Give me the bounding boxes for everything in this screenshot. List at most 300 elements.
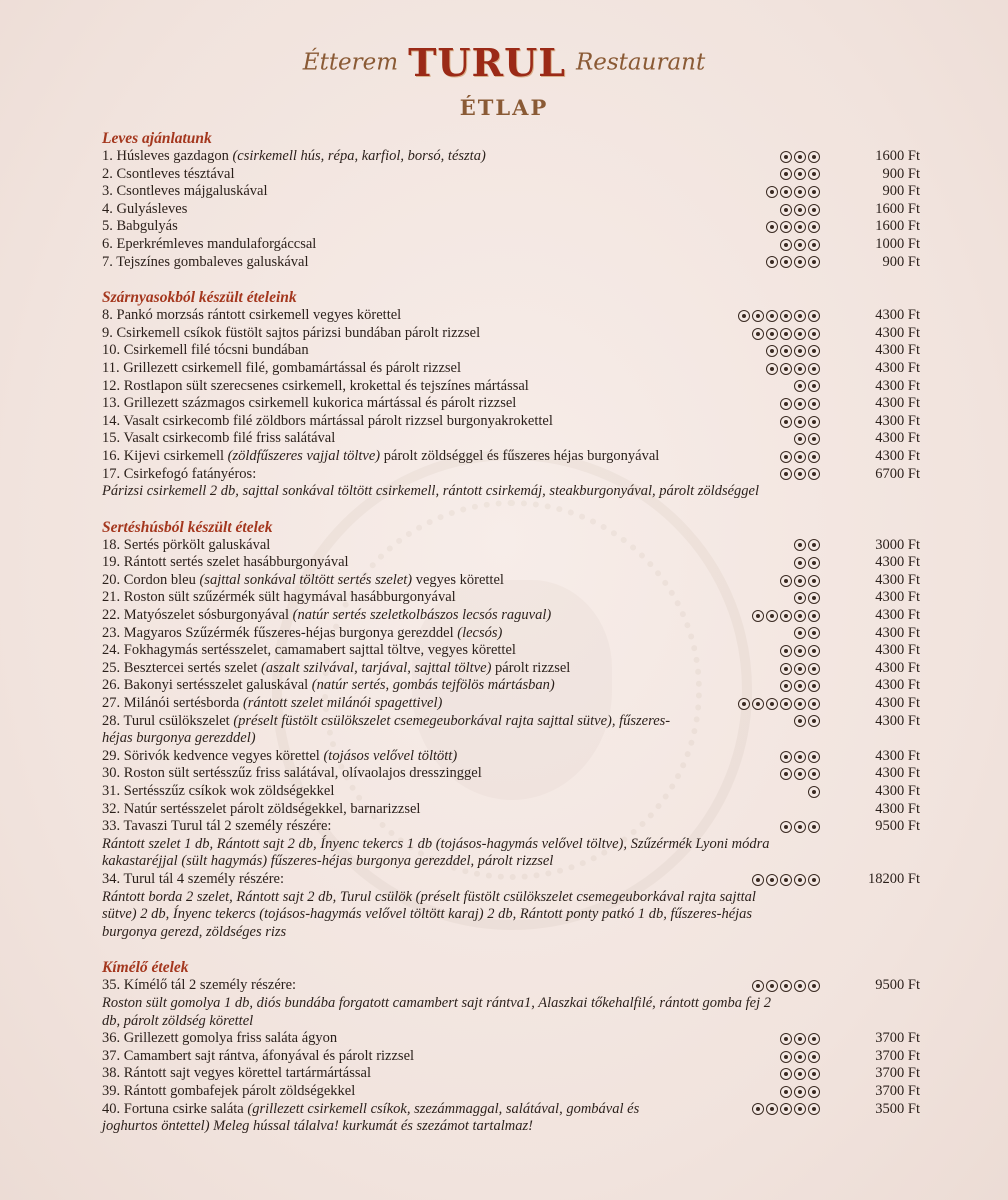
menu-item-text [102, 183, 690, 201]
allergen-icon [752, 980, 764, 992]
allergen-icon [766, 874, 778, 886]
allergen-icon [794, 416, 806, 428]
section-title: Szárnyasokból készült ételeink [102, 289, 297, 307]
menu-item [102, 448, 920, 466]
allergen-icon [808, 980, 820, 992]
allergen-icon [780, 345, 792, 357]
menu-item-note: (aszalt szilvával, tarjával, sajttal töltve) [261, 659, 492, 676]
menu-item-price: 1600 Ft [875, 218, 920, 235]
allergen-icons [690, 1101, 840, 1119]
menu-item-price: 4300 Ft [875, 571, 920, 588]
allergen-icon [780, 1086, 792, 1098]
menu-item-price: 4300 Ft [875, 589, 920, 606]
menu-section [102, 130, 920, 271]
allergen-icon [794, 768, 806, 780]
allergen-icon [808, 221, 820, 233]
menu-item-name: 32. Natúr sertésszelet párolt zöldségekkel, barnarizzsel [102, 800, 421, 817]
allergen-icons [690, 589, 840, 607]
allergen-icon [808, 698, 820, 710]
menu-item-price: 4300 Ft [875, 554, 920, 571]
menu-item-name: 13. Grillezett százmagos csirkemell kukorica mártással és párolt rizzsel [102, 395, 517, 412]
menu-item-text [102, 625, 690, 643]
menu-item-note: (natúr sertés, gombás tejfölös mártásban) [311, 677, 555, 694]
menu-item [102, 818, 920, 836]
menu-item-price: 3500 Ft [875, 1100, 920, 1117]
menu-item-price: 3700 Ft [875, 1082, 920, 1099]
menu-item-name: 19. Rántott sertés szelet hasábburgonyával [102, 554, 349, 571]
allergen-icon [766, 610, 778, 622]
menu-item-text [102, 307, 690, 325]
menu-item-price: 4300 Ft [875, 412, 920, 429]
allergen-icon [808, 715, 820, 727]
menu-item [102, 589, 920, 607]
menu-item-text [102, 765, 690, 783]
menu-item-name: 30. Roston sült sertésszűz friss salátával, olívaolajos dresszinggel [102, 765, 482, 782]
allergen-icon [794, 328, 806, 340]
allergen-icons [690, 1048, 840, 1066]
menu-item-price: 4300 Ft [875, 695, 920, 712]
allergen-icon [780, 645, 792, 657]
allergen-icon [780, 221, 792, 233]
allergen-icon [808, 168, 820, 180]
menu-item-text [102, 589, 690, 607]
allergen-icon [794, 433, 806, 445]
menu-item [102, 537, 920, 555]
menu-item-name: 23. Magyaros Szűzérmék fűszeres-héjas burgonya gerezddel [102, 624, 458, 641]
menu-item-price: 4300 Ft [875, 342, 920, 359]
menu-item-text [102, 818, 690, 836]
menu-item-text [102, 677, 690, 695]
allergen-icon [766, 345, 778, 357]
allergen-icons [690, 625, 840, 643]
allergen-icon [780, 256, 792, 268]
menu-item [102, 166, 920, 184]
allergen-icon [794, 380, 806, 392]
menu-item [102, 695, 920, 713]
allergen-icons [690, 818, 840, 836]
menu-item-description: Rántott szelet 1 db, Rántott sajt 2 db, Ínyenc tekercs 1 db (tojásos-hagymás velővel töltve), Szűzérmék Lyoni módra kakastaréjjal (sült hagymás) fűszeres-héjas burgonya gerezddel, párolt rizzsel [102, 835, 770, 870]
menu-item-price: 4300 Ft [875, 783, 920, 799]
menu-item-price: 4300 Ft [875, 747, 920, 764]
menu-item [102, 677, 920, 695]
menu-item [102, 871, 920, 889]
menu-item-text [102, 448, 690, 466]
allergen-icon [780, 1051, 792, 1063]
menu-item-price: 4300 Ft [875, 324, 920, 341]
menu-item [102, 148, 920, 166]
menu-item [102, 466, 920, 484]
menu-item-note: (lecsós) [457, 624, 503, 641]
menu-item-name: 9. Csirkemell csíkok füstölt sajtos párizsi bundában párolt rizzsel [102, 324, 481, 341]
menu-item-note: (zöldfűszeres vajjal töltve) [227, 447, 381, 464]
menu-item-text [102, 607, 690, 625]
allergen-icon [808, 821, 820, 833]
menu-item-name: 16. Kijevi csirkemell [102, 447, 228, 464]
allergen-icon [752, 1103, 764, 1115]
allergen-icons [690, 307, 840, 325]
menu-item-text [102, 1083, 690, 1101]
menu-item [102, 342, 920, 360]
menu-item [102, 378, 920, 396]
menu-item [102, 254, 920, 272]
menu-item [102, 307, 920, 325]
menu-item-name: 31. Sertésszűz csíkok wok zöldségekkel [102, 783, 335, 799]
allergen-icon [752, 874, 764, 886]
allergen-icons [690, 748, 840, 766]
menu-item-name: 5. Babgulyás [102, 218, 178, 235]
allergen-icon [808, 380, 820, 392]
allergen-icon [780, 204, 792, 216]
menu-item-price: 3000 Ft [875, 536, 920, 553]
menu-item-name: 21. Roston sült szűzérmék sült hagymával hasábburgonyával [102, 589, 456, 606]
allergen-icon [808, 751, 820, 763]
menu-item-name: 27. Milánói sertésborda [102, 695, 243, 712]
allergen-icons [690, 254, 840, 272]
allergen-icon [808, 239, 820, 251]
allergen-icon [794, 1103, 806, 1115]
menu-item-price: 4300 Ft [875, 642, 920, 659]
menu-item [102, 1065, 920, 1083]
allergen-icon [808, 345, 820, 357]
menu-item-name: 37. Camambert sajt rántva, áfonyával és párolt rizzsel [102, 1047, 415, 1064]
menu-item-text [102, 148, 690, 166]
allergen-icon [780, 680, 792, 692]
allergen-icon [766, 310, 778, 322]
menu-item-text [102, 642, 690, 660]
menu-item-text [102, 201, 690, 219]
allergen-icon [808, 1086, 820, 1098]
section-title: Leves ajánlatunk [102, 130, 212, 147]
allergen-icons [690, 430, 840, 448]
allergen-icon [794, 592, 806, 604]
allergen-icons [690, 1030, 840, 1048]
allergen-icon [738, 698, 750, 710]
allergen-icon [808, 1068, 820, 1080]
allergen-icons [690, 554, 840, 572]
menu-item-note: (préselt füstölt csülökszelet csemegeuborkával rajta sajttal sütve), fűszeres-héjas burgonya gerezddel) [102, 712, 671, 747]
menu-item [102, 325, 920, 343]
menu-item [102, 1083, 920, 1101]
allergen-icon [794, 1051, 806, 1063]
allergen-icon [780, 575, 792, 587]
allergen-icon [780, 363, 792, 375]
menu-item-note: (grillezett csirkemell csíkok, szezámmaggal, salátával, gombával és joghurtos öntettel) Meleg hússal tálalva! kurkumát és szezámot tartalmaz! [102, 1100, 640, 1135]
menu-item-text [102, 572, 690, 590]
allergen-icon [808, 645, 820, 657]
menu-item-price: 3700 Ft [875, 1047, 920, 1064]
allergen-icon [794, 751, 806, 763]
allergen-icons [690, 537, 840, 555]
menu-item-text [102, 554, 690, 572]
menu-item-text [102, 713, 690, 748]
allergen-icon [752, 698, 764, 710]
allergen-icon [780, 451, 792, 463]
allergen-icon [780, 186, 792, 198]
allergen-icon [808, 468, 820, 480]
allergen-icons [690, 395, 840, 413]
menu-item-price: 4300 Ft [875, 395, 920, 412]
allergen-icon [794, 821, 806, 833]
allergen-icon [808, 539, 820, 551]
allergen-icon [794, 451, 806, 463]
allergen-icon [808, 786, 820, 798]
allergen-icon [780, 821, 792, 833]
menu-item-text [102, 748, 690, 766]
allergen-icons [690, 695, 840, 713]
menu-item-price: 18200 Ft [868, 870, 920, 887]
allergen-icon [808, 1051, 820, 1063]
menu-item [102, 783, 920, 801]
allergen-icon [808, 310, 820, 322]
allergen-icon [780, 1103, 792, 1115]
allergen-icons [690, 977, 840, 995]
menu-item-name: 4. Gulyásleves [102, 200, 188, 217]
allergen-icon [808, 610, 820, 622]
allergen-icon [766, 328, 778, 340]
menu-item-name: 15. Vasalt csirkecomb filé friss salátával [102, 430, 336, 447]
allergen-icon [808, 328, 820, 340]
menu-item-name: 18. Sertés pörkölt galuskával [102, 536, 271, 553]
allergen-icon [794, 627, 806, 639]
allergen-icon [780, 1033, 792, 1045]
menu-item-text [102, 466, 690, 484]
allergen-icon [808, 874, 820, 886]
allergen-icon [794, 680, 806, 692]
menu-item-name: 1. Húsleves gazdagon [102, 148, 233, 164]
menu-item-note: (csirkemell hús, répa, karfiol, borsó, tészta) [232, 148, 486, 164]
menu-item-name-tail: párolt zöldséggel és fűszeres héjas burgonyával [380, 447, 660, 464]
allergen-icon [794, 345, 806, 357]
menu-item-name: 22. Matyószelet sósburgonyával [102, 607, 293, 624]
allergen-icon [780, 151, 792, 163]
menu-section [102, 959, 920, 1135]
menu-item [102, 554, 920, 572]
section-title: Sertéshúsból készült ételek [102, 518, 273, 536]
allergen-icon [780, 980, 792, 992]
menu-item-text [102, 660, 690, 678]
menu-item-text [102, 783, 690, 801]
menu-item-text [102, 801, 690, 819]
menu-item-name-tail: párolt rizzsel [491, 659, 571, 676]
allergen-icons [690, 448, 840, 466]
menu-item-price: 3700 Ft [875, 1030, 920, 1047]
menu-item [102, 395, 920, 413]
allergen-icon [780, 698, 792, 710]
menu-item-name: 26. Bakonyi sertésszelet galuskával [102, 677, 312, 694]
menu-item-text [102, 430, 690, 448]
logo-script-left: Étterem [302, 49, 399, 76]
menu-item-name: 35. Kímélő tál 2 személy részére: [102, 977, 297, 994]
allergen-icon [766, 186, 778, 198]
allergen-icon [752, 310, 764, 322]
allergen-icon [808, 663, 820, 675]
allergen-icon [808, 151, 820, 163]
menu-item-text [102, 378, 690, 396]
page-title: ÉTLAP [459, 95, 549, 120]
allergen-icons [690, 236, 840, 254]
menu-item-name-tail: vegyes körettel [412, 571, 504, 588]
menu-item [102, 642, 920, 660]
menu-item-price: 9500 Ft [875, 818, 920, 835]
allergen-icon [808, 1033, 820, 1045]
allergen-icons [690, 660, 840, 678]
menu-item [102, 765, 920, 783]
menu-item-price: 4300 Ft [875, 659, 920, 676]
menu-item-text [102, 413, 690, 431]
allergen-icon [808, 575, 820, 587]
menu-item-note: (sajttal sonkával töltött sertés szelet) [199, 571, 413, 588]
allergen-icon [794, 1068, 806, 1080]
menu-item-text [102, 537, 690, 555]
menu-item [102, 625, 920, 643]
menu-item-name: 25. Besztercei sertés szelet [102, 659, 262, 676]
logo-name: TURUL [408, 40, 566, 85]
allergen-icon [808, 768, 820, 780]
allergen-icon [780, 663, 792, 675]
allergen-icon [808, 680, 820, 692]
menu-item-name: 17. Csirkefogó fatányéros: [102, 465, 257, 482]
allergen-icon [794, 539, 806, 551]
menu-item-text [102, 1065, 690, 1083]
menu-item [102, 413, 920, 431]
menu-item-name: 24. Fokhagymás sertésszelet, camamabert sajttal töltve, vegyes körettel [102, 642, 516, 659]
allergen-icon [794, 715, 806, 727]
menu-item-text [102, 218, 690, 236]
menu-item-price: 6700 Ft [875, 465, 920, 482]
menu-item-name: 14. Vasalt csirkecomb filé zöldbors mártással párolt rizzsel burgonyakrokettel [102, 412, 553, 429]
allergen-icon [794, 310, 806, 322]
allergen-icons [690, 677, 840, 695]
menu-item [102, 1101, 920, 1136]
menu-item-text [102, 342, 690, 360]
restaurant-logo [0, 40, 1008, 85]
allergen-icon [794, 698, 806, 710]
menu-item-text [102, 1101, 690, 1136]
allergen-icon [808, 186, 820, 198]
menu-item [102, 236, 920, 254]
allergen-icon [780, 328, 792, 340]
menu-item [102, 713, 920, 748]
allergen-icon [780, 398, 792, 410]
allergen-icon [794, 398, 806, 410]
allergen-icons [690, 148, 840, 166]
menu-item [102, 748, 920, 766]
menu-item-text [102, 1030, 690, 1048]
allergen-icon [808, 627, 820, 639]
menu-item-price: 4300 Ft [875, 624, 920, 641]
allergen-icon [794, 151, 806, 163]
menu-item [102, 607, 920, 625]
menu-item-description: Rántott borda 2 szelet, Rántott sajt 2 db, Turul csülök (préselt füstölt csülökszelet csemegeuborkával rajta sajttal sütve) 2 db, Ínyenc tekercs (tojásos-hagymás velővel töltött karaj) 2 db, Rántott ponty patkó 1 db, fűszeres-héjas burgonya gerezd, zöldséges rizs [102, 888, 756, 940]
menu-item-price: 4300 Ft [875, 430, 920, 447]
allergen-icon [780, 310, 792, 322]
allergen-icon [808, 592, 820, 604]
menu-item [102, 218, 920, 236]
menu-item-text [102, 871, 690, 889]
menu-item-description: Párizsi csirkemell 2 db, sajttal sonkával töltött csirkemell, rántott csirkemáj, steakburgonyával, párolt zöldséggel [102, 483, 759, 500]
allergen-icon [780, 416, 792, 428]
menu-item-name: 8. Pankó morzsás rántott csirkemell vegyes körettel [102, 307, 402, 324]
menu-item-price: 900 Ft [882, 165, 920, 182]
allergen-icon [794, 645, 806, 657]
allergen-icon [808, 433, 820, 445]
allergen-icon [794, 256, 806, 268]
menu-item-name: 3. Csontleves májgaluskával [102, 183, 268, 200]
menu-item-text [102, 254, 690, 272]
menu-item-name: 39. Rántott gombafejek párolt zöldségekkel [102, 1082, 356, 1099]
allergen-icons [690, 765, 840, 783]
allergen-icon [766, 980, 778, 992]
allergen-icons [690, 218, 840, 236]
menu-section [102, 289, 920, 501]
allergen-icons [690, 360, 840, 378]
menu-item-price: 4300 Ft [875, 447, 920, 464]
menu-item-name: 12. Rostlapon sült szerecsenes csirkemell, krokettal és tejszínes mártással [102, 377, 529, 394]
menu-item-name: 33. Tavaszi Turul tál 2 személy részére: [102, 818, 332, 835]
allergen-icon [794, 557, 806, 569]
allergen-icons [690, 342, 840, 360]
allergen-icon [780, 1068, 792, 1080]
menu-item-name: 36. Grillezett gomolya friss saláta ágyon [102, 1030, 338, 1047]
allergen-icons [690, 783, 840, 801]
menu-item-text [102, 1048, 690, 1066]
menu-item [102, 1030, 920, 1048]
allergen-icon [766, 256, 778, 268]
allergen-icon [808, 256, 820, 268]
allergen-icon [780, 168, 792, 180]
menu-item-price: 4300 Ft [875, 800, 920, 817]
menu-item-price: 3700 Ft [875, 1065, 920, 1082]
menu-item-name: 10. Csirkemell filé tócsni bundában [102, 342, 309, 359]
menu-item-price: 4300 Ft [875, 377, 920, 394]
allergen-icons [690, 166, 840, 184]
menu-item-price: 4300 Ft [875, 712, 920, 729]
menu-item-note: (tojásos velővel töltött) [323, 747, 458, 764]
menu-list [102, 130, 920, 1154]
menu-item-price: 4300 Ft [875, 677, 920, 694]
allergen-icons [690, 1083, 840, 1101]
logo-script-right: Restaurant [575, 49, 706, 76]
menu-item-name: 34. Turul tál 4 személy részére: [102, 870, 285, 887]
allergen-icon [766, 698, 778, 710]
menu-item-description: Roston sült gomolya 1 db, diós bundába forgatott camambert sajt rántva1, Alaszkai tőkehalfilé, rántott gomba fej 2 db, párolt zöldség körettel [102, 994, 771, 1029]
allergen-icon [780, 468, 792, 480]
menu-section [102, 519, 920, 942]
menu-item-price: 4300 Ft [875, 607, 920, 624]
menu-item-name: 28. Turul csülökszelet [102, 712, 234, 729]
allergen-icon [794, 468, 806, 480]
allergen-icons [690, 413, 840, 431]
allergen-icon [780, 874, 792, 886]
allergen-icon [794, 1033, 806, 1045]
allergen-icons [690, 713, 840, 731]
menu-item-text [102, 166, 690, 184]
menu-item [102, 360, 920, 378]
allergen-icon [780, 751, 792, 763]
allergen-icon [794, 610, 806, 622]
menu-item [102, 977, 920, 995]
menu-item [102, 572, 920, 590]
allergen-icon [794, 1086, 806, 1098]
allergen-icon [808, 451, 820, 463]
menu-item-name: 11. Grillezett csirkemell filé, gombamártással és párolt rizzsel [102, 359, 462, 376]
allergen-icon [794, 363, 806, 375]
allergen-icons [690, 325, 840, 343]
menu-item-text [102, 395, 690, 413]
allergen-icon [766, 221, 778, 233]
menu-item-price: 900 Ft [882, 183, 920, 200]
allergen-icon [780, 768, 792, 780]
